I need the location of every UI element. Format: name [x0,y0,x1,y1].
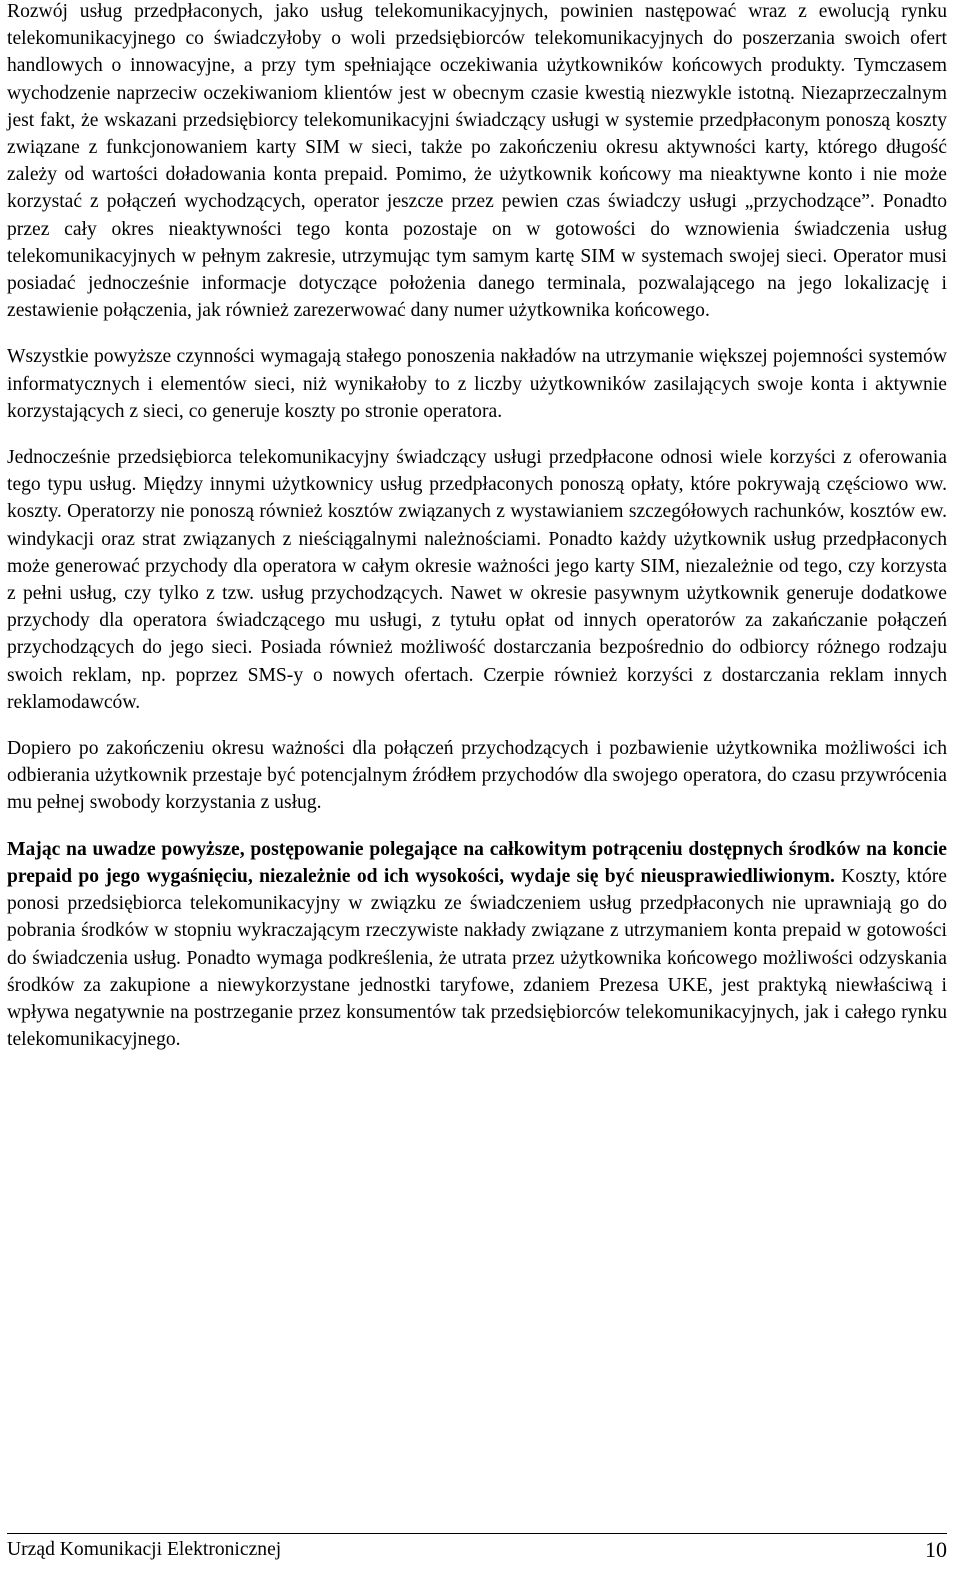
paragraph [7,836,947,1054]
paragraph-text: Rozwój usług przedpłaconych, jako usług telekomunikacyjnych, powinien następować wraz z ewolucją rynku telekomunikacyjnego co świadczyłoby o woli przedsiębiorców telekomunikacyjnych do poszerzania swoich ofert handlowych o innowacyjne, a przy tym spełniające oczekiwania użytkowników końcowych produkty. Tymczasem wychodzenie naprzeciw oczekiwaniom klientów jest w obecnym czasie kwestią niezwykle istotną. Niezaprzeczalnym jest fakt, że wskazani przedsiębiorcy telekomunikacyjni świadczący usługi w systemie przedpłaconym ponoszą koszty związane z funkcjonowaniem karty SIM w sieci, także po zakończeniu okresu aktywności karty, którego długość zależy od wartości doładowania konta prepaid. Pomimo, że użytkownik końcowy ma nieaktywne konto i nie może korzystać z połączeń wychodzących, operator jeszcze przez pewien czas świadczy usługi „przychodzące”. Ponadto przez cały okres nieaktywności tego konta pozostaje on w gotowości do wznowienia świadczenia usług telekomunikacyjnych w pełnym zakresie, utrzymując tym samym kartę SIM w systemach swojej sieci. Operator musi posiadać jednocześnie informacje dotyczące położenia danego terminala, pozwalającego na jego lokalizację i zestawienie połączenia, jak również zarezerwować dany numer użytkownika końcowego. [7,1,947,322]
paragraph [7,444,947,716]
paragraph-text: Koszty, które ponosi przedsiębiorca telekomunikacyjny w związku ze świadczeniem usług przedpłaconych nie uprawniają go do pobrania środków w stopniu wykraczającym rzeczywiste nakłady związane z utrzymaniem konta prepaid w gotowości do świadczenia usług. Ponadto wymaga podkreślenia, że utrata przez użytkownika końcowego możliwości odzyskania środków za zakupione a niewykorzystane jednostki taryfowe, zdaniem Prezesa UKE, jest praktyką niewłaściwą i wpływa negatywnie na postrzeganie przez konsumentów tak przedsiębiorców telekomunikacyjnych, jak i całego rynku telekomunikacyjnego. [7,865,947,1051]
document-body [7,0,947,1053]
page-number: 10 [925,1537,947,1562]
page-footer [7,1533,947,1563]
paragraph-bold-text: Mając na uwadze powyższe, postępowanie polegające na całkowitym potrąceniu dostępnych środków na koncie prepaid po jego wygaśnięciu, niezależnie od ich wysokości, wydaje się być nieusprawiedliwionym. [7,838,947,887]
paragraph [7,0,947,324]
paragraph-text: Jednocześnie przedsiębiorca telekomunikacyjny świadczący usługi przedpłacone odnosi wiele korzyści z oferowania tego typu usług. Między innymi użytkownicy usług przedpłaconych ponoszą opłaty, które pokrywają częściowo ww. koszty. Operatorzy nie ponoszą również kosztów związanych z wystawianiem szczegółowych rachunków, kosztów ew. windykacji oraz strat związanych z nieściągalnymi należnościami. Ponadto każdy użytkownik usług przedpłaconych może generować przychody dla operatora w całym okresie ważności jego karty SIM, niezależnie od tego, czy korzysta z pełni usług, czy tylko z tzw. usług przychodzących. Nawet w okresie pasywnym użytkownik generuje dodatkowe przychody dla operatora świadczącego mu usługi, z tytułu opłat od innych operatorów za zakańczanie połączeń przychodzących do jego sieci. Posiada również możliwość dostarczania bezpośrednio do odbiorcy różnego rodzaju swoich reklam, np. poprzez SMS-y o nowych ofertach. Czerpie również korzyści z dostarczania reklam innych reklamodawców. [7,447,947,713]
paragraph [7,343,947,425]
footer-organization: Urząd Komunikacji Elektronicznej [7,1539,282,1560]
paragraph-text: Dopiero po zakończeniu okresu ważności dla połączeń przychodzących i pozbawienie użytkownika możliwości ich odbierania użytkownik przestaje być potencjalnym źródłem przychodów dla swojego operatora, do czasu przywrócenia mu pełnej swobody korzystania z usług. [7,738,947,814]
paragraph-text: Wszystkie powyższe czynności wymagają stałego ponoszenia nakładów na utrzymanie większej pojemności systemów informatycznych i elementów sieci, niż wynikałoby to z liczby użytkowników zasilających swoje konta i aktywnie korzystających z sieci, co generuje koszty po stronie operatora. [7,346,947,422]
paragraph [7,735,947,817]
